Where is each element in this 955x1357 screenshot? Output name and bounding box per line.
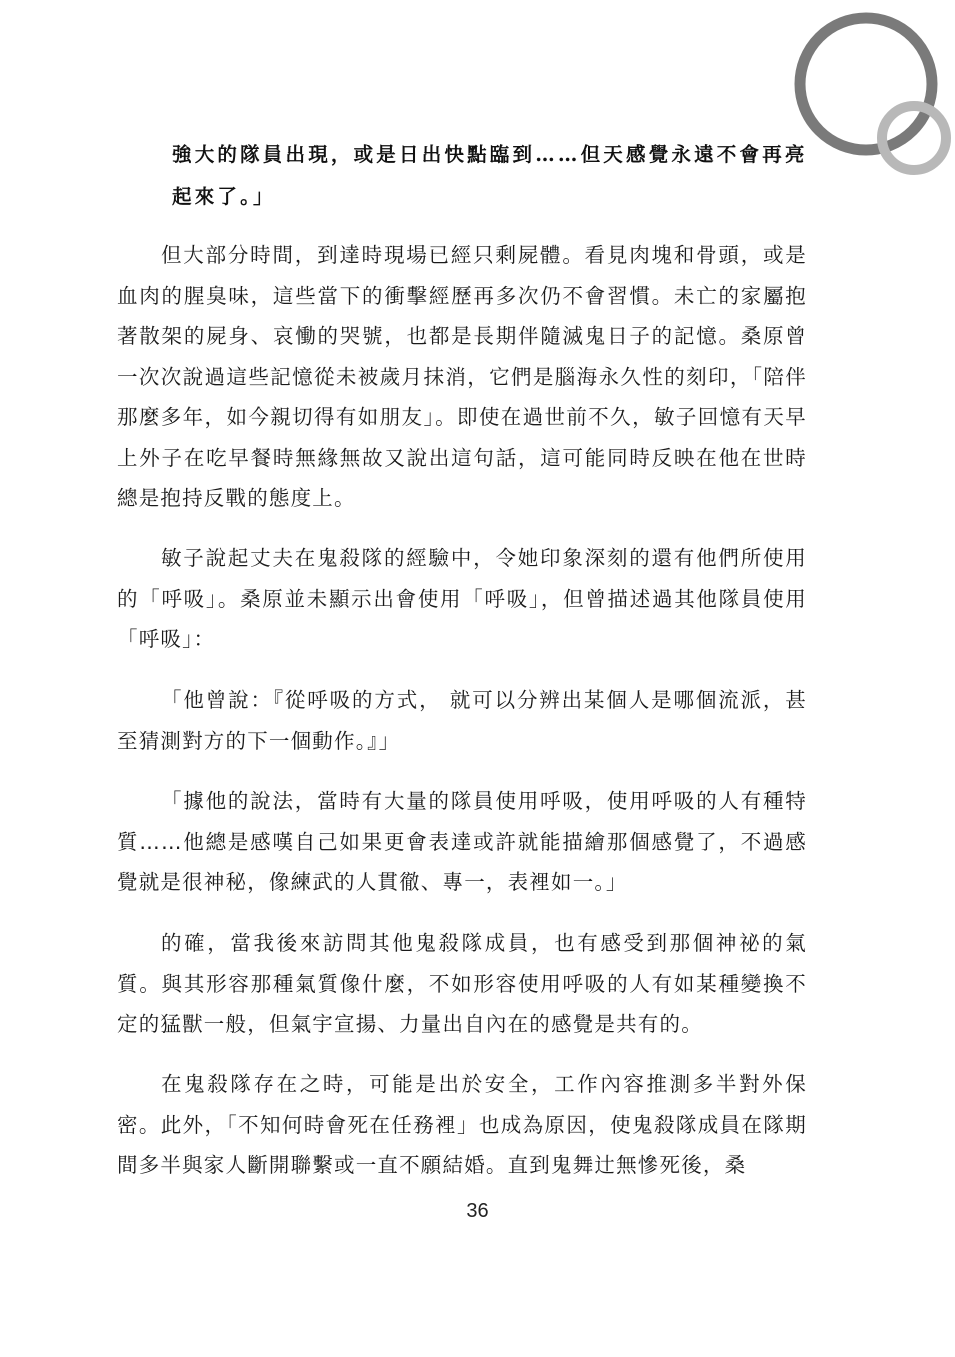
small-ring bbox=[882, 106, 946, 170]
paragraph: 「據他的說法，當時有大量的隊員使用呼吸，使用呼吸的人有種特質……他總是感嘆自己如果更會表達或許就能描繪那個感覺了，不過感覺就是很神秘，像練武的人貫徹、專一，表裡如一。」 bbox=[117, 789, 807, 894]
page-number: 36 bbox=[466, 1200, 489, 1222]
paragraph: 在鬼殺隊存在之時，可能是出於安全，工作內容推測多半對外保密。此外，「不知何時會死在任務裡」也成為原因，使鬼殺隊成員在隊期間多半與家人斷開聯繫或一直不願結婚。直到鬼舞辻無慘死後，桑 bbox=[117, 1072, 807, 1177]
paragraph: 「他曾說：『從呼吸的方式， 就可以分辨出某個人是哪個流派，甚至猜測對方的下一個動作。』」 bbox=[117, 688, 807, 753]
paragraph: 敏子說起丈夫在鬼殺隊的經驗中，令她印象深刻的還有他們所使用的「呼吸」。桑原並未顯示出會使用「呼吸」，但曾描述過其他隊員使用「呼吸」： bbox=[117, 546, 807, 651]
large-ring bbox=[800, 18, 932, 150]
paragraph: 但大部分時間，到達時現場已經只剩屍體。看見肉塊和骨頭，或是血肉的腥臭味，這些當下的衝擊經歷再多次仍不會習慣。未亡的家屬抱著散架的屍身、哀慟的哭號，也都是長期伴隨滅鬼日子的記憶。桑原曾一次次說過這些記憶從未被歲月抹消，它們是腦海永久性的刻印，「陪伴那麼多年，如今親切得有如朋友」。即使在過世前不久，敏子回憶有天早上外子在吃早餐時無緣無故又說出這句話，這可能同時反映在他在世時總是抱持反戰的態度上。 bbox=[117, 243, 807, 510]
paragraph: 的確，當我後來訪問其他鬼殺隊成員，也有感受到那個神祕的氣質。與其形容那種氣質像什麼，不如形容使用呼吸的人有如某種變換不定的猛獸一般，但氣宇宣揚、力量出自內在的感覺是共有的。 bbox=[117, 931, 807, 1036]
quote-block: 強大的隊員出現，或是日出快點臨到……但天感覺永遠不會再亮起來了。」 bbox=[172, 143, 808, 208]
